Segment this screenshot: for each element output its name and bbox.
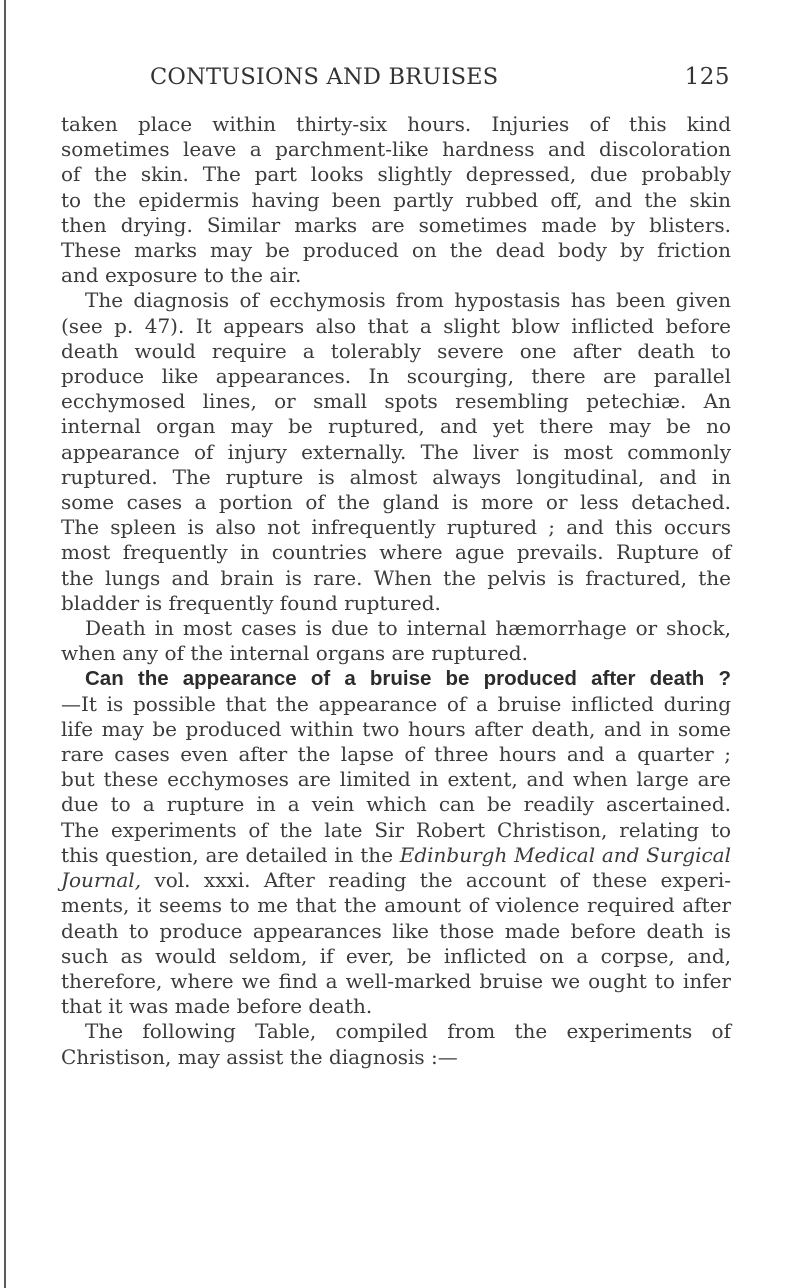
text-line: most frequently in countries where ague prevails. Rupture of bbox=[61, 540, 731, 565]
text-line: of the skin. The part looks slightly depressed, due probably bbox=[61, 162, 731, 187]
text-line: Christison, may assist the diagnosis :— bbox=[61, 1044, 458, 1069]
text-line: ecchymosed lines, or small spots resembling petechiæ. An bbox=[61, 389, 731, 414]
text-line: then drying. Similar marks are sometimes made by blisters. bbox=[61, 212, 731, 237]
text-line: such as would seldom, if ever, be inflicted on a corpse, and, bbox=[61, 943, 731, 968]
text-line: ments, it seems to me that the amount of violence required after bbox=[61, 893, 731, 918]
section-heading-line bbox=[61, 666, 731, 691]
text-line: death would require a tolerably severe one after death to bbox=[61, 338, 731, 363]
page-edge-line bbox=[4, 0, 6, 1288]
text-line: life may be produced within two hours after death, and in some bbox=[61, 716, 731, 741]
text-line: appearance of injury externally. The liver is most commonly bbox=[61, 439, 731, 464]
text-line: and exposure to the air. bbox=[61, 263, 302, 288]
text-line: but these ecchymoses are limited in extent, and when large are bbox=[61, 767, 731, 792]
text-fragment: this question, are detailed in the bbox=[61, 842, 400, 867]
text-line-journal bbox=[61, 843, 731, 868]
text-line: bladder is frequently found ruptured. bbox=[61, 590, 441, 615]
text-line: (see p. 47). It appears also that a slight blow inflicted before bbox=[61, 313, 731, 338]
text-line: sometimes leave a parchment-like hardness and discoloration bbox=[61, 137, 731, 162]
page-number: 125 bbox=[684, 64, 730, 90]
text-line: The experiments of the late Sir Robert Christison, relating to bbox=[61, 817, 731, 842]
text-line: therefore, where we find a well-marked bruise we ought to infer bbox=[61, 968, 731, 993]
text-line: The following Table, compiled from the experiments of bbox=[85, 1019, 731, 1044]
page-header bbox=[150, 62, 730, 92]
text-line: some cases a portion of the gland is more or less detached. bbox=[61, 490, 731, 515]
text-line: The spleen is also not infrequently ruptured ; and this occurs bbox=[61, 515, 731, 540]
text-line: —It is possible that the appearance of a bruise inflicted during bbox=[61, 691, 731, 716]
text-line: internal organ may be ruptured, and yet there may be no bbox=[61, 414, 731, 439]
text-line: taken place within thirty-six hours. Injuries of this kind bbox=[61, 112, 731, 136]
text-line: due to a rupture in a vein which can be readily ascertained. bbox=[61, 792, 731, 817]
section-heading: Can the appearance of a bruise be produced after death ? bbox=[85, 667, 731, 691]
text-line: the lungs and brain is rare. When the pelvis is fractured, the bbox=[61, 565, 731, 590]
text-line: Death in most cases is due to internal hæmorrhage or shock, bbox=[85, 616, 731, 641]
text-line: produce like appearances. In scourging, there are parallel bbox=[61, 364, 731, 389]
text-line: when any of the internal organs are ruptured. bbox=[61, 641, 528, 666]
text-line: that it was made before death. bbox=[61, 994, 373, 1019]
text-line: The diagnosis of ecchymosis from hypostasis has been given bbox=[85, 288, 731, 313]
text-line: These marks may be produced on the dead body by friction bbox=[61, 238, 731, 263]
text-line-journal-2 bbox=[61, 868, 731, 893]
text-line: to the epidermis having been partly rubbed off, and the skin bbox=[61, 187, 731, 212]
running-title: CONTUSIONS AND BRUISES bbox=[150, 64, 499, 90]
text-line: death to produce appearances like those made before death is bbox=[61, 918, 731, 943]
journal-title: Edinburgh Medical and Surgical bbox=[399, 842, 732, 867]
text-line: ruptured. The rupture is almost always longitudinal, and in bbox=[61, 464, 731, 489]
text-line: rare cases even after the lapse of three hours and a quarter ; bbox=[61, 742, 731, 767]
text-fragment: vol. xxxi. After reading the account of these experi- bbox=[141, 868, 731, 893]
body-text bbox=[61, 112, 731, 1070]
journal-title-end: Journal, bbox=[61, 868, 142, 893]
